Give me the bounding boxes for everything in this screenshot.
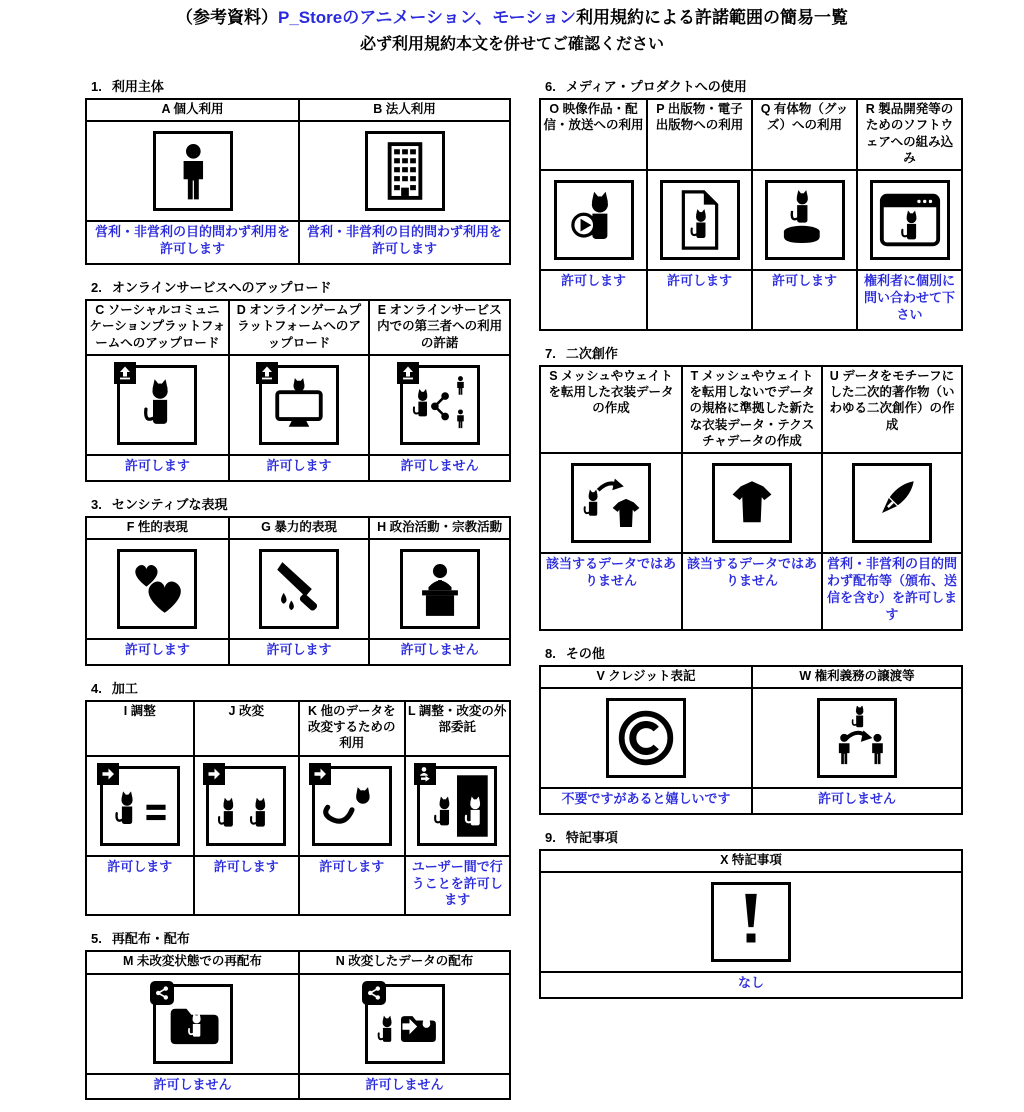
cell-result-D: 許可します: [228, 456, 369, 480]
cell-result-L: ユーザー間で行うことを許可します: [404, 857, 510, 915]
cell-icon-G: [228, 540, 369, 638]
section-heading: [545, 643, 963, 662]
cell-icon-V: [541, 689, 751, 787]
cell-result-X: なし: [737, 974, 764, 990]
section-heading: [91, 76, 511, 95]
section-sensitive-expression: [85, 494, 511, 666]
cell-label-X: X 特記事項: [720, 852, 782, 867]
cell-result-U: 営利・非営利の目的問わず配布等（頒布、送信を含む）を許可します: [821, 554, 961, 629]
cell-result-O: 許可します: [560, 273, 626, 289]
cell-icon-T: [681, 454, 821, 552]
section-title: 二次創作: [565, 345, 618, 361]
cell-label-R: R 製品開発等のためのソフトウェアへの組み込み: [856, 100, 961, 169]
document-header: [0, 0, 1024, 54]
cell-label-G: G 暴力的表現: [228, 518, 369, 538]
podium-speech-icon: [400, 549, 480, 629]
permission-table: [85, 700, 511, 916]
cell-result-S: 該当するデータではありません: [545, 556, 676, 588]
arrow-badge-icon: [97, 763, 119, 785]
section-number: 7.: [545, 345, 556, 361]
upload-badge-icon: [397, 362, 419, 384]
cell-label-N: N 改変したデータの配布: [298, 952, 509, 972]
cell-icon-C: [87, 356, 228, 454]
rights-transfer-icon: [817, 698, 897, 778]
section-heading: [545, 343, 963, 362]
two-column-layout: [85, 76, 1024, 1112]
cell-icon-D: [228, 356, 369, 454]
outsource-badge-icon: [414, 763, 436, 785]
cell-label-C: C ソーシャルコミュニケーションプラットフォームへのアップロード: [89, 303, 226, 350]
section-heading: [91, 494, 511, 513]
section-media-product: [539, 76, 963, 331]
modify-two-cats-icon: [206, 766, 286, 846]
section-number: 4.: [91, 680, 102, 696]
left-column: [85, 76, 511, 1112]
cell-result-K: 許可します: [298, 857, 404, 915]
outsource-icon: [417, 766, 497, 846]
cell-label-P: P 出版物・電子出版物への利用: [646, 100, 751, 169]
cell-label-V: V クレジット表記: [596, 668, 696, 683]
cell-icon-R: [856, 171, 961, 269]
cell-label-T: T メッシュやウェイトを転用しないでデータの規格に準拠した新たな衣装データ・テクスチャデータの作成: [681, 367, 821, 452]
section-heading: [91, 928, 511, 947]
cell-label-K: K 他のデータを改変するための利用: [298, 702, 404, 755]
cell-icon-O: [541, 171, 646, 269]
section-other: [539, 643, 963, 815]
section-title: 利用主体: [111, 79, 164, 95]
cell-label-J: J 改変: [193, 702, 299, 755]
cell-label-F: F 性的表現: [126, 519, 188, 534]
section-title: 加工: [111, 680, 138, 696]
section-online-upload: [85, 277, 511, 482]
cell-result-H: 許可しません: [368, 640, 509, 664]
cell-label-H: H 政治活動・宗教活動: [368, 518, 509, 538]
cell-icon-B: [298, 122, 509, 220]
cell-label-B: B 法人利用: [298, 100, 509, 120]
cell-icon-J: [193, 757, 299, 855]
cell-result-M: 許可しません: [153, 1076, 232, 1092]
section-title: オンラインサービスへのアップロード: [111, 280, 332, 296]
section-title: メディア・プロダクトへの使用: [565, 79, 747, 95]
cell-result-A: 営利・非営利の目的問わず利用を許可します: [94, 224, 290, 257]
share-third-party-icon: [400, 365, 480, 445]
cell-result-P: 許可します: [646, 271, 751, 329]
arrow-badge-icon: [309, 763, 331, 785]
permission-table: [539, 849, 963, 999]
costume-new-icon: [712, 463, 792, 543]
cell-icon-E: [368, 356, 509, 454]
cell-result-T: 該当するデータではありません: [681, 554, 821, 629]
section-heading: [545, 827, 963, 846]
cell-icon-N: [298, 975, 509, 1073]
section-number: 9.: [545, 829, 556, 845]
pen-icon: [852, 463, 932, 543]
copyright-icon: [606, 698, 686, 778]
cell-label-O: O 映像作品・配信・放送への利用: [543, 102, 644, 133]
goods-figurine-icon: [765, 180, 845, 260]
cell-label-M: M 未改変状態での再配布: [123, 954, 262, 969]
permission-table: [85, 516, 511, 666]
section-number: 6.: [545, 79, 556, 95]
section-number: 3.: [91, 496, 102, 512]
section-heading: [91, 277, 511, 296]
cell-label-U: U データをモチーフにした二次的著作物（いわゆる二次創作）の作成: [821, 367, 961, 452]
section-redistribution: [85, 928, 511, 1100]
section-title: 特記事項: [565, 829, 618, 845]
section-special-notes: [539, 827, 963, 999]
section-processing: [85, 678, 511, 916]
software-window-cat-icon: [870, 180, 950, 260]
right-column: [539, 76, 963, 1011]
cell-icon-M: [87, 975, 298, 1073]
cell-label-L: L 調整・改変の外部委託: [404, 702, 510, 755]
section-number: 1.: [91, 79, 102, 95]
document-title: [0, 7, 1024, 29]
title-suffix: 利用規約による許諾範囲の簡易一覧: [576, 8, 848, 27]
cell-result-W: 許可しません: [751, 789, 961, 813]
arrow-badge-icon: [203, 763, 225, 785]
document-subtitle: 必ず利用規約本文を併せてご確認ください: [359, 36, 664, 54]
cell-icon-U: [821, 454, 961, 552]
cell-result-F: 許可します: [124, 642, 190, 658]
cell-label-E: E オンラインサービス内での第三者への利用の許諾: [368, 301, 509, 354]
adjust-cat-equals-icon: [100, 766, 180, 846]
cell-icon-H: [368, 540, 509, 638]
section-title: センシティブな表現: [111, 496, 228, 512]
cell-icon-Q: [751, 171, 856, 269]
permission-table: [85, 950, 511, 1100]
cell-icon-X: [541, 873, 961, 971]
cell-icon-A: [87, 122, 298, 220]
modify-other-data-icon: [312, 766, 392, 846]
hearts-icon: [117, 549, 197, 629]
cell-icon-I: [87, 757, 193, 855]
cell-label-I: I 調整: [123, 703, 156, 718]
cell-result-N: 許可しません: [298, 1075, 509, 1099]
section-heading: [545, 76, 963, 95]
upload-badge-icon: [256, 362, 278, 384]
building-icon: [365, 131, 445, 211]
cell-result-I: 許可します: [107, 858, 173, 874]
video-play-cat-icon: [554, 180, 634, 260]
redistribute-folder-icon: [153, 984, 233, 1064]
cell-label-S: S メッシュやウェイトを転用した衣装データの作成: [548, 368, 674, 416]
share-badge-icon: [150, 981, 174, 1005]
upload-badge-icon: [114, 362, 136, 384]
section-number: 2.: [91, 280, 102, 296]
cell-icon-W: [751, 689, 961, 787]
cell-result-G: 許可します: [228, 640, 369, 664]
exclamation-icon: [711, 882, 791, 962]
permission-table: [539, 98, 963, 331]
permission-table: [85, 98, 511, 265]
publication-page-cat-icon: [660, 180, 740, 260]
cell-label-D: D オンラインゲームプラットフォームへのアップロード: [228, 301, 369, 354]
cell-result-Q: 許可します: [751, 271, 856, 329]
section-derivative-works: [539, 343, 963, 631]
cell-icon-L: [404, 757, 510, 855]
section-title: 再配布・配布: [111, 931, 190, 947]
section-heading: [91, 678, 511, 697]
cell-result-J: 許可します: [193, 857, 299, 915]
title-prefix: （参考資料）: [176, 8, 278, 27]
cell-result-E: 許可しません: [368, 456, 509, 480]
knife-icon: [259, 549, 339, 629]
cell-result-C: 許可します: [124, 457, 190, 473]
cell-result-V: 不要ですがあると嬉しいです: [561, 790, 731, 806]
section-title: その他: [565, 645, 605, 661]
cell-icon-S: [541, 454, 681, 552]
title-product-name: P_Storeのアニメーション、モーション: [278, 8, 576, 27]
permission-table: [539, 665, 963, 815]
share-badge-icon: [362, 981, 386, 1005]
section-usage-subject: [85, 76, 511, 265]
cell-icon-P: [646, 171, 751, 269]
person-icon: [153, 131, 233, 211]
upload-game-platform-icon: [259, 365, 339, 445]
cell-icon-F: [87, 540, 228, 638]
distribute-modified-data-icon: [365, 984, 445, 1064]
costume-reuse-icon: [571, 463, 651, 543]
cell-icon-K: [298, 757, 404, 855]
cell-label-W: W 権利義務の譲渡等: [751, 667, 961, 687]
cell-label-Q: Q 有体物（グッズ）への利用: [751, 100, 856, 169]
cell-result-R: 権利者に個別に問い合わせて下さい: [856, 271, 961, 329]
permission-table: [539, 365, 963, 631]
cell-result-B: 営利・非営利の目的問わず利用を許可します: [298, 222, 509, 263]
permission-table: [85, 299, 511, 482]
upload-social-cat-icon: [117, 365, 197, 445]
cell-label-A: A 個人利用: [161, 102, 224, 117]
section-number: 8.: [545, 645, 556, 661]
section-number: 5.: [91, 931, 102, 947]
